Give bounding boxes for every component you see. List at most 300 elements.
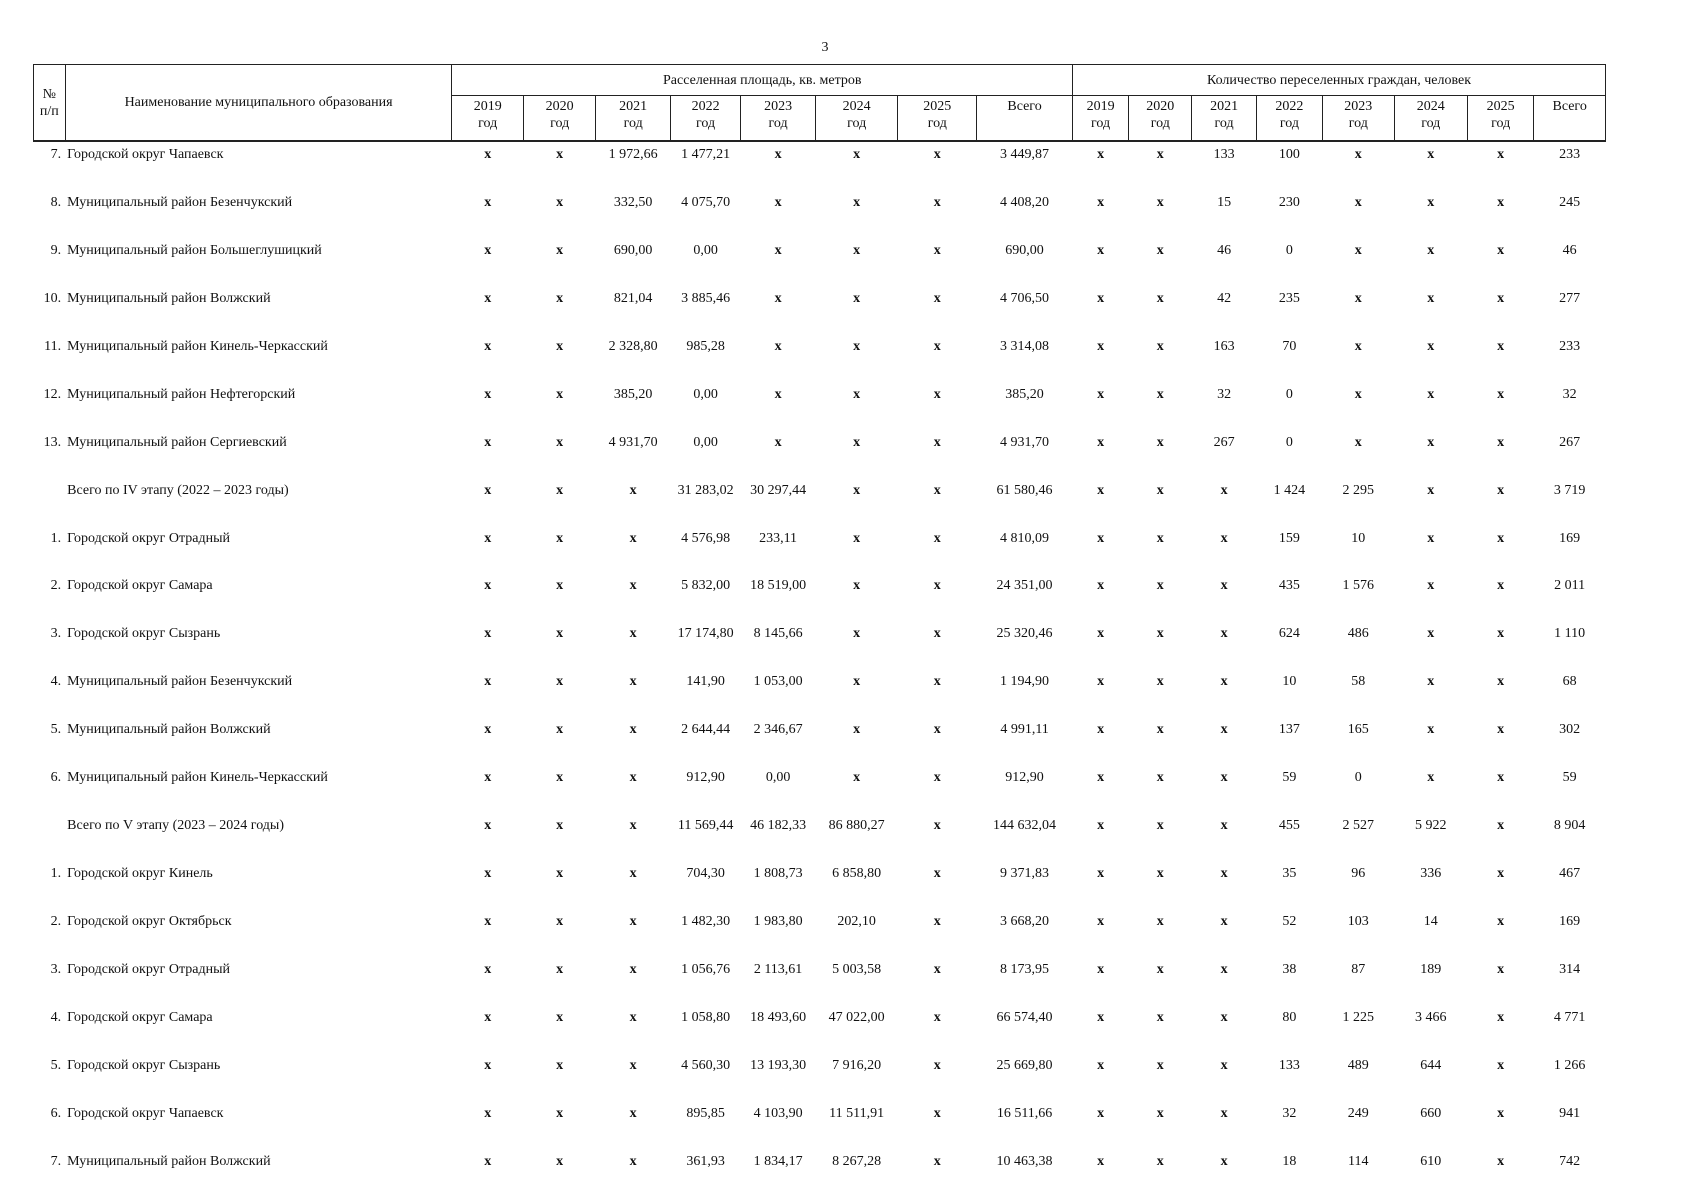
people-cell: 35 xyxy=(1282,866,1297,882)
row-number: 1. xyxy=(50,866,62,882)
municipality-name: Городской округ Чапаевск xyxy=(67,1105,224,1121)
people-cell: x xyxy=(1427,147,1435,162)
area-cell: x xyxy=(933,770,941,786)
people-cell: x xyxy=(1097,242,1105,258)
people-cell: x xyxy=(1097,914,1105,929)
row-number: 5. xyxy=(50,1057,62,1073)
area-cell: x xyxy=(933,147,941,162)
group-header-area: Расселенная площадь, кв. метров xyxy=(452,65,1073,96)
people-cell: x xyxy=(1220,1057,1228,1073)
people-cell: 489 xyxy=(1347,1057,1369,1073)
people-cell: 32 xyxy=(1562,386,1577,402)
row-number: 1. xyxy=(50,530,62,546)
table-row xyxy=(34,765,1606,813)
people-cell: 59 xyxy=(1282,770,1297,786)
area-cell: x xyxy=(629,578,637,594)
area-cell: 1 482,30 xyxy=(681,914,731,929)
municipality-name: Муниципальный район Кинель-Черкасский xyxy=(67,770,328,786)
people-cell: 32 xyxy=(1217,386,1232,402)
people-cell: 100 xyxy=(1278,147,1300,162)
area-cell: 8 173,95 xyxy=(1000,961,1050,977)
people-cell: 1 576 xyxy=(1342,578,1375,594)
people-cell: x xyxy=(1097,626,1105,642)
area-cell: 1 972,66 xyxy=(608,147,658,162)
area-cell: x xyxy=(484,674,492,690)
table-row xyxy=(34,717,1606,765)
area-cell: 1 058,80 xyxy=(681,1009,731,1025)
table-row xyxy=(34,190,1606,238)
people-cell: x xyxy=(1354,147,1362,162)
area-cell: x xyxy=(556,722,564,738)
people-cell: x xyxy=(1427,434,1435,450)
table-row xyxy=(34,957,1606,1005)
people-cell: x xyxy=(1497,386,1505,402)
people-cell: 133 xyxy=(1213,147,1235,162)
area-cell: x xyxy=(853,194,861,210)
people-cell: 10 xyxy=(1282,674,1297,690)
area-cell: x xyxy=(629,770,637,786)
area-cell: x xyxy=(484,1057,492,1073)
area-cell: 2 346,67 xyxy=(753,722,803,738)
municipality-name: Муниципальный район Большеглушицкий xyxy=(67,242,322,258)
area-cell: 1 983,80 xyxy=(753,914,803,929)
municipality-name: Городской округ Сызрань xyxy=(67,1057,221,1073)
area-cell: x xyxy=(556,770,564,786)
area-cell: x xyxy=(629,1057,637,1073)
people-cell: x xyxy=(1497,530,1505,546)
area-cell: x xyxy=(556,914,564,929)
table-row xyxy=(34,1101,1606,1149)
people-cell: x xyxy=(1097,961,1105,977)
people-cell: 467 xyxy=(1559,866,1581,882)
area-cell: x xyxy=(853,674,861,690)
area-cell: 8 145,66 xyxy=(753,626,803,642)
people-cell: x xyxy=(1220,1153,1228,1169)
people-cell: x xyxy=(1497,818,1505,834)
row-number: 13. xyxy=(43,434,62,450)
people-cell: 941 xyxy=(1559,1105,1581,1121)
area-cell: 2 644,44 xyxy=(681,722,731,738)
people-year-header: 2019 год xyxy=(1073,96,1129,142)
people-cell: x xyxy=(1097,530,1105,546)
people-cell: x xyxy=(1220,818,1228,834)
table-row xyxy=(34,669,1606,717)
area-cell: x xyxy=(556,242,564,258)
area-cell: x xyxy=(556,818,564,834)
people-cell: x xyxy=(1097,290,1105,306)
area-cell: 1 056,76 xyxy=(681,961,731,977)
area-cell: x xyxy=(933,482,941,498)
municipality-name: Муниципальный район Безенчукский xyxy=(67,674,293,690)
people-cell: 4 771 xyxy=(1553,1009,1586,1025)
area-cell: x xyxy=(933,290,941,306)
row-number xyxy=(34,478,66,526)
area-cell: 0,00 xyxy=(693,386,718,402)
area-cell: 25 669,80 xyxy=(996,1057,1053,1073)
table-row-total xyxy=(34,813,1606,861)
area-cell: 233,11 xyxy=(759,530,798,546)
area-cell: x xyxy=(933,386,941,402)
area-cell: 11 569,44 xyxy=(677,818,734,834)
people-cell: 0 xyxy=(1285,242,1293,258)
area-cell: x xyxy=(933,194,941,210)
area-cell: x xyxy=(484,1105,492,1121)
area-cell: x xyxy=(853,530,861,546)
people-cell: x xyxy=(1156,1009,1164,1025)
area-cell: 3 449,87 xyxy=(1000,147,1050,162)
people-cell: 0 xyxy=(1285,386,1293,402)
table-body xyxy=(34,141,1606,1197)
area-cell: 2 113,61 xyxy=(753,961,803,977)
area-cell: x xyxy=(556,1105,564,1121)
people-cell: 267 xyxy=(1213,434,1235,450)
table-row xyxy=(34,1149,1606,1197)
area-cell: x xyxy=(853,770,861,786)
people-cell: 245 xyxy=(1559,194,1581,210)
area-cell: x xyxy=(933,961,941,977)
people-cell: 42 xyxy=(1217,290,1232,306)
area-cell: x xyxy=(629,961,637,977)
area-cell: 3 885,46 xyxy=(681,290,731,306)
area-cell: x xyxy=(484,530,492,546)
area-cell: x xyxy=(774,147,782,162)
people-cell: x xyxy=(1220,866,1228,882)
row-number: 2. xyxy=(50,914,62,929)
area-cell: 10 463,38 xyxy=(996,1153,1053,1169)
row-number: 5. xyxy=(50,722,62,738)
area-cell: x xyxy=(933,914,941,929)
people-cell: x xyxy=(1427,338,1435,354)
area-cell: 4 075,70 xyxy=(681,194,731,210)
area-cell: 13 193,30 xyxy=(750,1057,807,1073)
area-cell: x xyxy=(853,482,861,498)
table-row xyxy=(34,334,1606,382)
municipality-name: Муниципальный район Волжский xyxy=(67,722,271,738)
people-cell: 58 xyxy=(1351,674,1366,690)
row-number xyxy=(34,813,66,861)
people-year-header: 2024 год xyxy=(1394,96,1467,142)
resettlement-table xyxy=(33,64,1606,1197)
area-cell: x xyxy=(853,242,861,258)
area-cell: 66 574,40 xyxy=(996,1009,1053,1025)
people-cell: x xyxy=(1497,1057,1505,1073)
people-cell: x xyxy=(1097,338,1105,354)
area-cell: x xyxy=(853,147,861,162)
people-cell: 455 xyxy=(1278,818,1300,834)
people-cell: x xyxy=(1156,770,1164,786)
area-cell: x xyxy=(556,1153,564,1169)
area-cell: 47 022,00 xyxy=(828,1009,885,1025)
row-number: 6. xyxy=(50,1105,62,1121)
people-cell: x xyxy=(1097,1057,1105,1073)
municipality-name: Городской округ Самара xyxy=(67,1009,213,1025)
people-cell: x xyxy=(1497,482,1505,498)
people-cell: x xyxy=(1156,194,1164,210)
people-cell: x xyxy=(1097,674,1105,690)
people-cell: 302 xyxy=(1559,722,1581,738)
people-cell: x xyxy=(1156,1105,1164,1121)
people-cell: 189 xyxy=(1420,961,1442,977)
area-year-header: 2020 год xyxy=(523,96,595,142)
people-cell: 249 xyxy=(1347,1105,1369,1121)
area-cell: x xyxy=(933,434,941,450)
area-cell: x xyxy=(629,482,637,498)
area-cell: x xyxy=(853,626,861,642)
people-cell: 267 xyxy=(1559,434,1581,450)
people-cell: 87 xyxy=(1351,961,1366,977)
people-cell: 114 xyxy=(1348,1153,1369,1169)
people-cell: 46 xyxy=(1562,242,1577,258)
people-cell: x xyxy=(1156,147,1164,162)
people-cell: 235 xyxy=(1278,290,1300,306)
people-cell: x xyxy=(1497,1153,1505,1169)
area-cell: x xyxy=(556,1009,564,1025)
people-cell: x xyxy=(1156,434,1164,450)
people-year-header: 2020 год xyxy=(1129,96,1192,142)
people-cell: x xyxy=(1497,1009,1505,1025)
area-cell: 4 560,30 xyxy=(681,1057,731,1073)
people-cell: x xyxy=(1427,626,1435,642)
people-cell: x xyxy=(1156,482,1164,498)
area-cell: 4 576,98 xyxy=(681,530,731,546)
people-cell: x xyxy=(1097,866,1105,882)
people-cell: x xyxy=(1354,386,1362,402)
people-cell: x xyxy=(1427,770,1435,786)
municipality-name: Городской округ Октябрьск xyxy=(67,914,232,929)
people-cell: 14 xyxy=(1423,914,1438,929)
people-cell: 233 xyxy=(1559,147,1581,162)
area-year-header: 2023 год xyxy=(741,96,816,142)
people-cell: x xyxy=(1220,626,1228,642)
people-cell: 169 xyxy=(1559,530,1581,546)
area-cell: x xyxy=(933,1105,941,1121)
row-number: 8. xyxy=(50,194,62,210)
people-cell: 10 xyxy=(1351,530,1366,546)
people-cell: 165 xyxy=(1347,722,1369,738)
people-cell: 5 922 xyxy=(1415,818,1447,834)
area-cell: 24 351,00 xyxy=(996,578,1053,594)
area-cell: x xyxy=(933,866,941,882)
people-cell: x xyxy=(1156,1057,1164,1073)
area-year-header: 2019 год xyxy=(452,96,523,142)
area-year-header: 2021 год xyxy=(596,96,671,142)
area-cell: x xyxy=(629,674,637,690)
area-cell: 202,10 xyxy=(837,914,876,929)
people-cell: x xyxy=(1497,722,1505,738)
area-cell: 141,90 xyxy=(686,674,725,690)
area-cell: 4 931,70 xyxy=(608,434,658,450)
people-cell: 46 xyxy=(1217,242,1232,258)
people-cell: x xyxy=(1156,338,1164,354)
people-cell: x xyxy=(1220,1009,1228,1025)
area-cell: 0,00 xyxy=(693,242,718,258)
area-cell: x xyxy=(629,626,637,642)
area-cell: 1 477,21 xyxy=(681,147,731,162)
people-cell: x xyxy=(1354,290,1362,306)
page-number: 3 xyxy=(821,40,829,55)
area-cell: x xyxy=(774,434,782,450)
area-cell: x xyxy=(933,338,941,354)
area-cell: x xyxy=(484,914,492,929)
people-cell: x xyxy=(1097,147,1105,162)
group-header-people: Количество переселенных граждан, человек xyxy=(1073,65,1606,96)
municipality-name: Всего по IV этапу (2022 – 2023 годы) xyxy=(67,482,289,498)
area-cell: 16 511,66 xyxy=(996,1105,1053,1121)
row-number: 4. xyxy=(50,674,62,690)
municipality-name: Муниципальный район Волжский xyxy=(67,290,271,306)
table-row xyxy=(34,573,1606,621)
row-number: 9. xyxy=(50,242,62,258)
people-cell: x xyxy=(1097,1105,1105,1121)
table-row-total xyxy=(34,478,1606,526)
area-cell: x xyxy=(484,578,492,594)
area-cell: 5 832,00 xyxy=(681,578,731,594)
people-cell: 159 xyxy=(1278,530,1300,546)
people-cell: x xyxy=(1497,914,1505,929)
municipality-name: Городской округ Отрадный xyxy=(67,530,231,546)
area-cell: 0,00 xyxy=(693,434,718,450)
area-cell: 4 991,11 xyxy=(1000,722,1049,738)
area-cell: x xyxy=(629,914,637,929)
people-cell: x xyxy=(1156,1153,1164,1169)
people-cell: x xyxy=(1497,770,1505,786)
people-cell: x xyxy=(1497,578,1505,594)
row-number: 3. xyxy=(50,626,62,642)
people-cell: 314 xyxy=(1559,961,1581,977)
area-cell: x xyxy=(484,147,492,162)
people-cell: 1 225 xyxy=(1342,1009,1375,1025)
area-cell: x xyxy=(484,482,492,498)
municipality-name: Городской округ Самара xyxy=(67,578,213,594)
area-cell: 690,00 xyxy=(613,242,653,258)
people-cell: x xyxy=(1497,338,1505,354)
people-cell: x xyxy=(1156,290,1164,306)
area-cell: x xyxy=(484,626,492,642)
people-cell: 3 719 xyxy=(1553,482,1586,498)
area-cell: 821,04 xyxy=(613,290,653,306)
area-cell: x xyxy=(556,290,564,306)
area-cell: 3 668,20 xyxy=(1000,914,1050,929)
municipality-name: Городской округ Кинель xyxy=(67,866,213,882)
area-cell: 7 916,20 xyxy=(832,1057,882,1073)
people-cell: 32 xyxy=(1282,1105,1297,1121)
people-cell: x xyxy=(1497,242,1505,258)
people-cell: x xyxy=(1220,482,1228,498)
area-cell: 1 053,00 xyxy=(753,674,803,690)
people-cell: x xyxy=(1156,674,1164,690)
area-cell: 385,20 xyxy=(613,386,653,402)
people-cell: x xyxy=(1220,674,1228,690)
area-cell: 18 519,00 xyxy=(750,578,807,594)
area-cell: x xyxy=(629,1009,637,1025)
area-cell: x xyxy=(933,578,941,594)
people-cell: x xyxy=(1156,866,1164,882)
people-cell: 169 xyxy=(1559,914,1581,929)
area-cell: x xyxy=(556,578,564,594)
area-cell: x xyxy=(484,866,492,882)
area-cell: 1 194,90 xyxy=(1000,674,1050,690)
people-cell: x xyxy=(1156,818,1164,834)
people-cell: x xyxy=(1497,674,1505,690)
row-number: 2. xyxy=(50,578,62,594)
people-cell: x xyxy=(1497,866,1505,882)
area-cell: x xyxy=(484,722,492,738)
area-cell: x xyxy=(774,290,782,306)
area-cell: x xyxy=(484,338,492,354)
table-row xyxy=(34,430,1606,478)
people-cell: x xyxy=(1097,1009,1105,1025)
people-cell: x xyxy=(1097,770,1105,786)
people-cell: x xyxy=(1220,770,1228,786)
area-cell: x xyxy=(853,722,861,738)
people-year-header: 2021 год xyxy=(1192,96,1256,142)
area-cell: x xyxy=(853,578,861,594)
area-cell: 385,20 xyxy=(1005,386,1044,402)
people-cell: x xyxy=(1156,914,1164,929)
municipality-name: Городской округ Чапаевск xyxy=(67,147,224,162)
area-cell: x xyxy=(853,434,861,450)
municipality-name: Муниципальный район Волжский xyxy=(67,1153,271,1169)
table-row xyxy=(34,621,1606,669)
table-row xyxy=(34,141,1606,190)
area-cell: 912,90 xyxy=(1005,770,1044,786)
people-cell: x xyxy=(1220,961,1228,977)
people-cell: x xyxy=(1097,578,1105,594)
people-cell: x xyxy=(1156,386,1164,402)
people-cell: 8 904 xyxy=(1553,818,1586,834)
area-cell: x xyxy=(556,530,564,546)
column-header-name: Наименование муниципального образования xyxy=(65,65,452,142)
people-year-header: 2022 год xyxy=(1256,96,1322,142)
people-cell: x xyxy=(1427,722,1435,738)
area-cell: x xyxy=(484,961,492,977)
area-cell: x xyxy=(629,722,637,738)
area-cell: 11 511,91 xyxy=(829,1105,885,1121)
people-cell: x xyxy=(1497,1105,1505,1121)
people-cell: 644 xyxy=(1420,1057,1442,1073)
area-cell: x xyxy=(629,530,637,546)
area-cell: x xyxy=(556,1057,564,1073)
area-cell: 4 408,20 xyxy=(1000,194,1050,210)
area-cell: x xyxy=(774,386,782,402)
people-cell: x xyxy=(1156,961,1164,977)
people-cell: 15 xyxy=(1217,194,1232,210)
row-number: 4. xyxy=(50,1009,62,1025)
area-cell: x xyxy=(933,242,941,258)
people-cell: x xyxy=(1156,722,1164,738)
area-cell: 6 858,80 xyxy=(832,866,882,882)
column-header-number: № п/п xyxy=(34,65,66,142)
area-year-header: 2024 год xyxy=(815,96,898,142)
people-cell: x xyxy=(1097,722,1105,738)
area-cell: x xyxy=(853,338,861,354)
row-number: 7. xyxy=(50,147,62,162)
people-cell: 80 xyxy=(1282,1009,1297,1025)
people-cell: x xyxy=(1156,242,1164,258)
people-cell: 742 xyxy=(1559,1153,1581,1169)
people-cell: 2 011 xyxy=(1554,578,1586,594)
municipality-name: Муниципальный район Нефтегорский xyxy=(67,386,296,402)
area-cell: x xyxy=(629,1105,637,1121)
people-cell: x xyxy=(1427,386,1435,402)
area-cell: 18 493,60 xyxy=(750,1009,807,1025)
people-cell: x xyxy=(1097,482,1105,498)
people-cell: x xyxy=(1220,1105,1228,1121)
people-cell: 38 xyxy=(1282,961,1297,977)
area-cell: x xyxy=(629,818,637,834)
area-cell: x xyxy=(556,961,564,977)
area-cell: 895,85 xyxy=(686,1105,725,1121)
